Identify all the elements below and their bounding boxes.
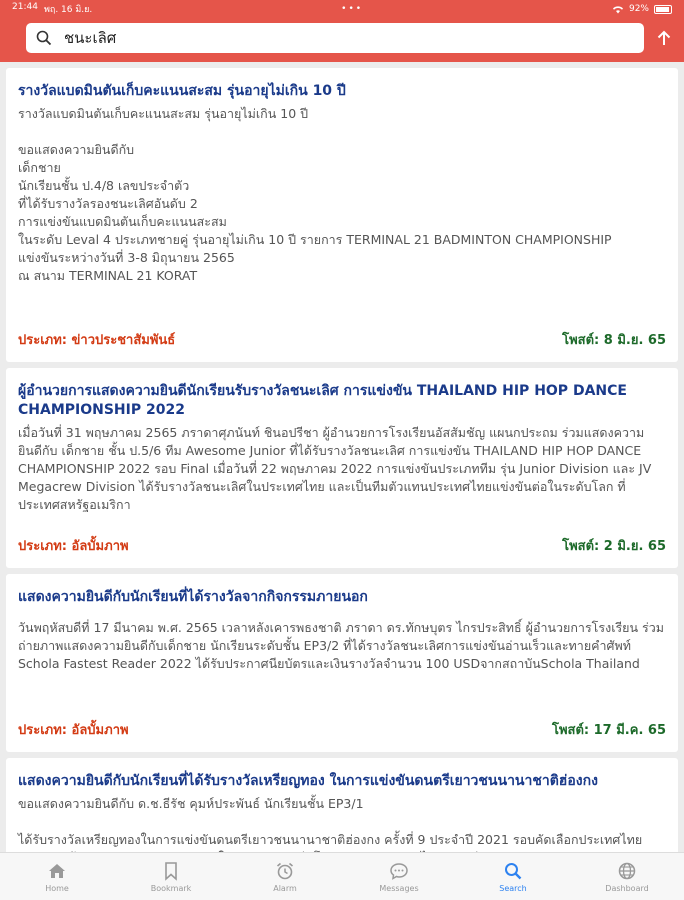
post-body: วันพฤหัสบดีที่ 17 มีนาคม พ.ศ. 2565 เวลาหลังเคารพธงชาติ ภราดา ดร.ทักษบุตร ไกรประสิทธิ์ ผู้อำนวยการโรงเรียน ร่วมถ่ายภาพแสดงความยินดีกับเด็กชาย นักเรียนระดับชั้น EP3/2 ที่ได้รางวัลชนะเลิศการแข่งขันอ่านเร็วและทายคำศัพท์ Schola Fastest Reader 2022 ได้รับประกาศนียบัตรและเงินรางวัลจำนวน 100 USDจากสถาบันSchola Thailand xyxy=(18,620,665,671)
alarm-icon xyxy=(275,861,295,881)
results-feed[interactable] xyxy=(0,62,684,852)
status-right xyxy=(612,4,672,14)
home-icon xyxy=(47,861,67,881)
status-bar xyxy=(0,0,684,18)
tab-alarm[interactable] xyxy=(245,861,325,893)
post-type: ประเภท: ข่าวประชาสัมพันธ์ xyxy=(18,333,176,348)
messages-icon xyxy=(389,861,409,881)
post-card[interactable] xyxy=(6,68,678,362)
tab-home[interactable] xyxy=(17,861,97,893)
app-header xyxy=(0,0,684,62)
tab-label: Messages xyxy=(379,883,419,893)
tab-search[interactable] xyxy=(473,861,553,893)
post-footer xyxy=(18,719,666,740)
post-footer xyxy=(18,329,666,350)
search-input[interactable] xyxy=(64,29,634,47)
post-type: ประเภท: อัลบั้มภาพ xyxy=(18,539,129,554)
scroll-top-button[interactable] xyxy=(654,26,674,50)
search-row xyxy=(0,18,684,58)
tab-label: Home xyxy=(45,883,69,893)
search-icon xyxy=(36,30,52,46)
post-date: โพสต์: 2 มิ.ย. 65 xyxy=(562,539,666,554)
wifi-icon xyxy=(612,5,624,14)
search-icon xyxy=(503,861,523,881)
post-date: โพสต์: 17 มี.ค. 65 xyxy=(551,723,666,738)
tab-label: Search xyxy=(499,883,527,893)
dashboard-icon xyxy=(617,861,637,881)
status-time: 21:44 xyxy=(12,2,38,12)
battery-icon xyxy=(654,5,672,14)
post-title[interactable]: แสดงความยินดีกับนักเรียนที่ได้รางวัลจากกิจกรรมภายนอก xyxy=(18,589,368,605)
tab-bookmark[interactable] xyxy=(131,861,211,893)
post-card[interactable] xyxy=(6,368,678,568)
tab-dashboard[interactable] xyxy=(587,861,667,893)
post-type: ประเภท: อัลบั้มภาพ xyxy=(18,723,129,738)
multitask-dots: ••• xyxy=(341,4,364,14)
post-title[interactable]: รางวัลแบดมินตันเก็บคะแนนสะสม รุ่นอายุไม่เกิน 10 ปี xyxy=(18,83,346,99)
post-title[interactable]: ผู้อำนวยการแสดงความยินดีนักเรียนรับรางวัลชนะเลิศ การแข่งขัน THAILAND HIP HOP DANCE CHAMPIONSHIP 2022 xyxy=(18,383,627,418)
status-date: พฤ. 16 มิ.ย. xyxy=(43,5,93,15)
post-date: โพสต์: 8 มิ.ย. 65 xyxy=(562,333,666,348)
tab-label: Alarm xyxy=(273,883,297,893)
post-card[interactable] xyxy=(6,574,678,752)
post-footer xyxy=(18,535,666,556)
bookmark-icon xyxy=(161,861,181,881)
battery-percent: 92% xyxy=(628,4,649,14)
tab-bar xyxy=(0,852,684,900)
post-title[interactable]: แสดงความยินดีกับนักเรียนที่ได้รับรางวัลเหรียญทอง ในการแข่งขันดนตรีเยาวชนนานาชาติฮ่องกง xyxy=(18,773,598,789)
post-body: ขอแสดงความยินดีกับ ด.ช.ธีรัช คุมห์ประพันธ์ นักเรียนชั้น EP3/1 ได้รับรางวัลเหรียญทองในการแข่งขันดนตรีเยาวชนนานาชาติฮ่องกง ครั้งที่ 9 ประจำปี 2021 รอบคัดเลือกประเทศไทย xyxy=(18,796,643,847)
tab-label: Bookmark xyxy=(150,883,192,893)
post-body: รางวัลแบดมินตันเก็บคะแนนสะสม รุ่นอายุไม่เกิน 10 ปี ขอแสดงความยินดีกับ เด็กชาย นักเรียนชั้น ป.4/8 เลขประจำตัว ที่ได้รับรางวัลรองชนะเลิศอันดับ 2 การแข่งขันแบดมินตันเก็บคะแนนสะสม ในระดับ Leval 4 ประเภทชายคู่ รุ่นอายุไม่เกิน 10 ปี รายการ TERMINAL 21 BADMINTON CHAMPIONSHIP แข่งขันระหว่างวันที่ 3-8 มิถุนายน 2565 ณ สนาม TERMINAL 21 KORAT xyxy=(18,106,612,283)
arrow-up-icon xyxy=(656,30,672,46)
post-body: เมื่อวันที่ 31 พฤษภาคม 2565 ภราดาศุภนันท์ ชินอปรีชา ผู้อำนวยการโรงเรียนอัสสัมชัญ แผนกประถม ร่วมแสดงความยินดีกับ เด็กชาย ชั้น ป.5/6 ทีม Awesome Junior ที่ได้รับรางวัลชนะเลิศ การแข่งขัน THAILAND HIP HOP DANCE CHAMPIONSHIP 2022 รอบ Final เมื่อวันที่ 22 พฤษภาคม 2022 การแข่งขันประเภททีม รุ่น Junior Division และ JV Megacrew Division ได้รับรางวัลชนะเลิศในประเทศไทย และเป็นทีมตัวแทนประเทศไทยแข่งขันต่อในระดับโลก ที่ประเทศสหรัฐอเมริกา xyxy=(18,425,652,512)
status-left xyxy=(12,2,92,16)
tab-label: Dashboard xyxy=(605,883,649,893)
search-box[interactable] xyxy=(26,23,644,53)
tab-messages[interactable] xyxy=(359,861,439,893)
